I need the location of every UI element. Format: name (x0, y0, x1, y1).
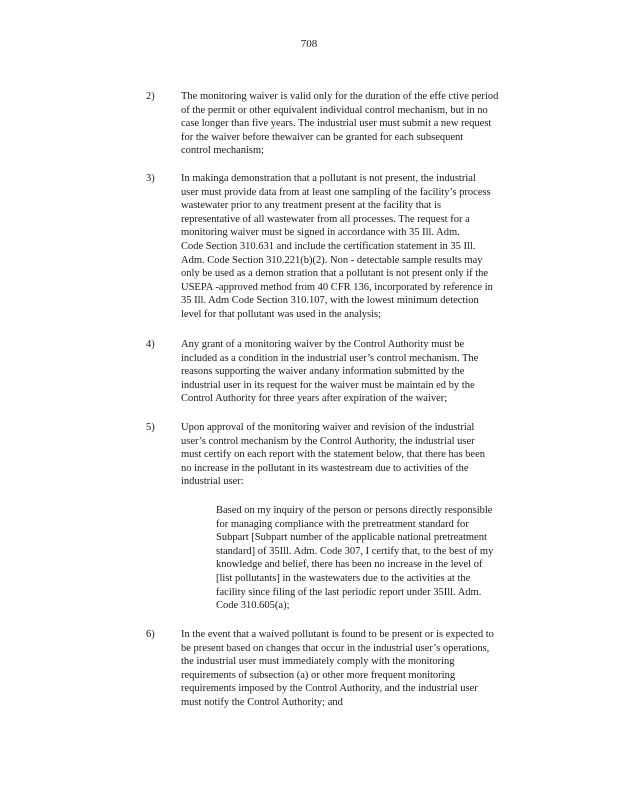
text-line: Code Section 310.631 and include the certification statement in 35 Ill. (181, 240, 476, 252)
text-line: be present based on changes that occur in the industrial user’s operations, (181, 642, 490, 654)
text-line: Code 310.605(a); (216, 600, 290, 612)
text-line: level for that pollutant was used in the analysis; (181, 308, 382, 320)
text-line: The monitoring waiver is valid only for the duration of the effe ctive period (181, 91, 499, 102)
text-line: no increase in the pollutant in its wastestream due to activities of the (181, 462, 469, 474)
text-line: monitoring waiver must be signed in accordance with 35 Ill. Adm. (181, 227, 460, 239)
text-line: Adm. Code Section 310.221(b)(2). Non - detectable sample results may (181, 254, 483, 266)
text-line: the industrial user must immediately comply with the monitoring (181, 656, 455, 668)
text-line: In makinga demonstration that a pollutant is not present, the industrial (181, 173, 476, 184)
item-number: 6) (146, 629, 155, 640)
text-line: included as a condition in the industrial user’s control mechanism. The (181, 352, 479, 364)
text-line: Any grant of a monitoring waiver by the Control Authority must be (181, 339, 465, 350)
text-line: requirements imposed by the Control Authority, and the industrial user (181, 683, 478, 695)
text-line: only be used as a demon stration that a pollutant is not present only if the (181, 268, 489, 280)
item-text (181, 421, 543, 489)
item-number: 5) (146, 422, 155, 433)
text-line: Subpart [Subpart number of the applicable national pretreatment (216, 532, 487, 544)
text-line: facility since filing of the last periodic report under 35Ill. Adm. (216, 586, 482, 598)
item-number: 2) (146, 91, 155, 102)
item-number: 4) (146, 339, 155, 350)
text-line: standard] of 35Ill. Adm. Code 307, I certify that, to the best of my (216, 545, 494, 557)
item-number: 3) (146, 173, 155, 184)
text-line: knowledge and belief, there has been no increase in the level of (216, 559, 483, 571)
text-line: industrial user: (181, 476, 244, 488)
text-line: representative of all wastewater from all processes. The request for a (181, 213, 470, 225)
text-line: case longer than five years. The industrial user must submit a new request (181, 118, 492, 130)
page-number: 708 (300, 38, 318, 50)
text-line: reasons supporting the waiver andany information submitted by the (181, 366, 465, 378)
text-line: must certify on each report with the statement below, that there has been (181, 449, 486, 461)
text-line: of the permit or other equivalent individual control mechanism, but in no (181, 104, 488, 116)
text-line: Upon approval of the monitoring waiver and revision of the industrial (181, 422, 475, 433)
text-line: user’s control mechanism by the Control Authority, the industrial user (181, 435, 475, 447)
text-line: [list pollutants] in the wastewaters due to the activities at the (216, 572, 471, 584)
text-line: control mechanism; (181, 145, 265, 157)
text-line: USEPA -approved method from 40 CFR 136, incorporated by reference in (181, 281, 493, 293)
item-text (181, 338, 543, 406)
text-line: must notify the Control Authority; and (181, 696, 343, 708)
text-line: user must provide data from at least one sampling of the facility’s process (181, 186, 491, 198)
text-line: requirements of subsection (a) or other more frequent monitoring (181, 669, 456, 681)
text-line: Based on my inquiry of the person or persons directly responsible (216, 505, 493, 516)
text-line: for the waiver before thewaiver can be granted for each subsequent (181, 131, 464, 143)
text-line: 35 Ill. Adm Code Section 310.107, with the lowest minimum detection (181, 295, 479, 307)
item-text (181, 628, 543, 710)
text-line: industrial user in its request for the waiver must be maintain ed by the (181, 379, 475, 391)
text-line: In the event that a waived pollutant is found to be present or is expected to (181, 629, 494, 640)
text-line: for managing compliance with the pretreatment standard for (216, 518, 469, 530)
item-text (181, 90, 543, 158)
text-line: Control Authority for three years after expiration of the waiver; (181, 393, 448, 405)
certification-statement (216, 504, 538, 613)
text-line: wastewater prior to any treatment present at the facility that is (181, 200, 442, 212)
item-text (181, 172, 543, 322)
